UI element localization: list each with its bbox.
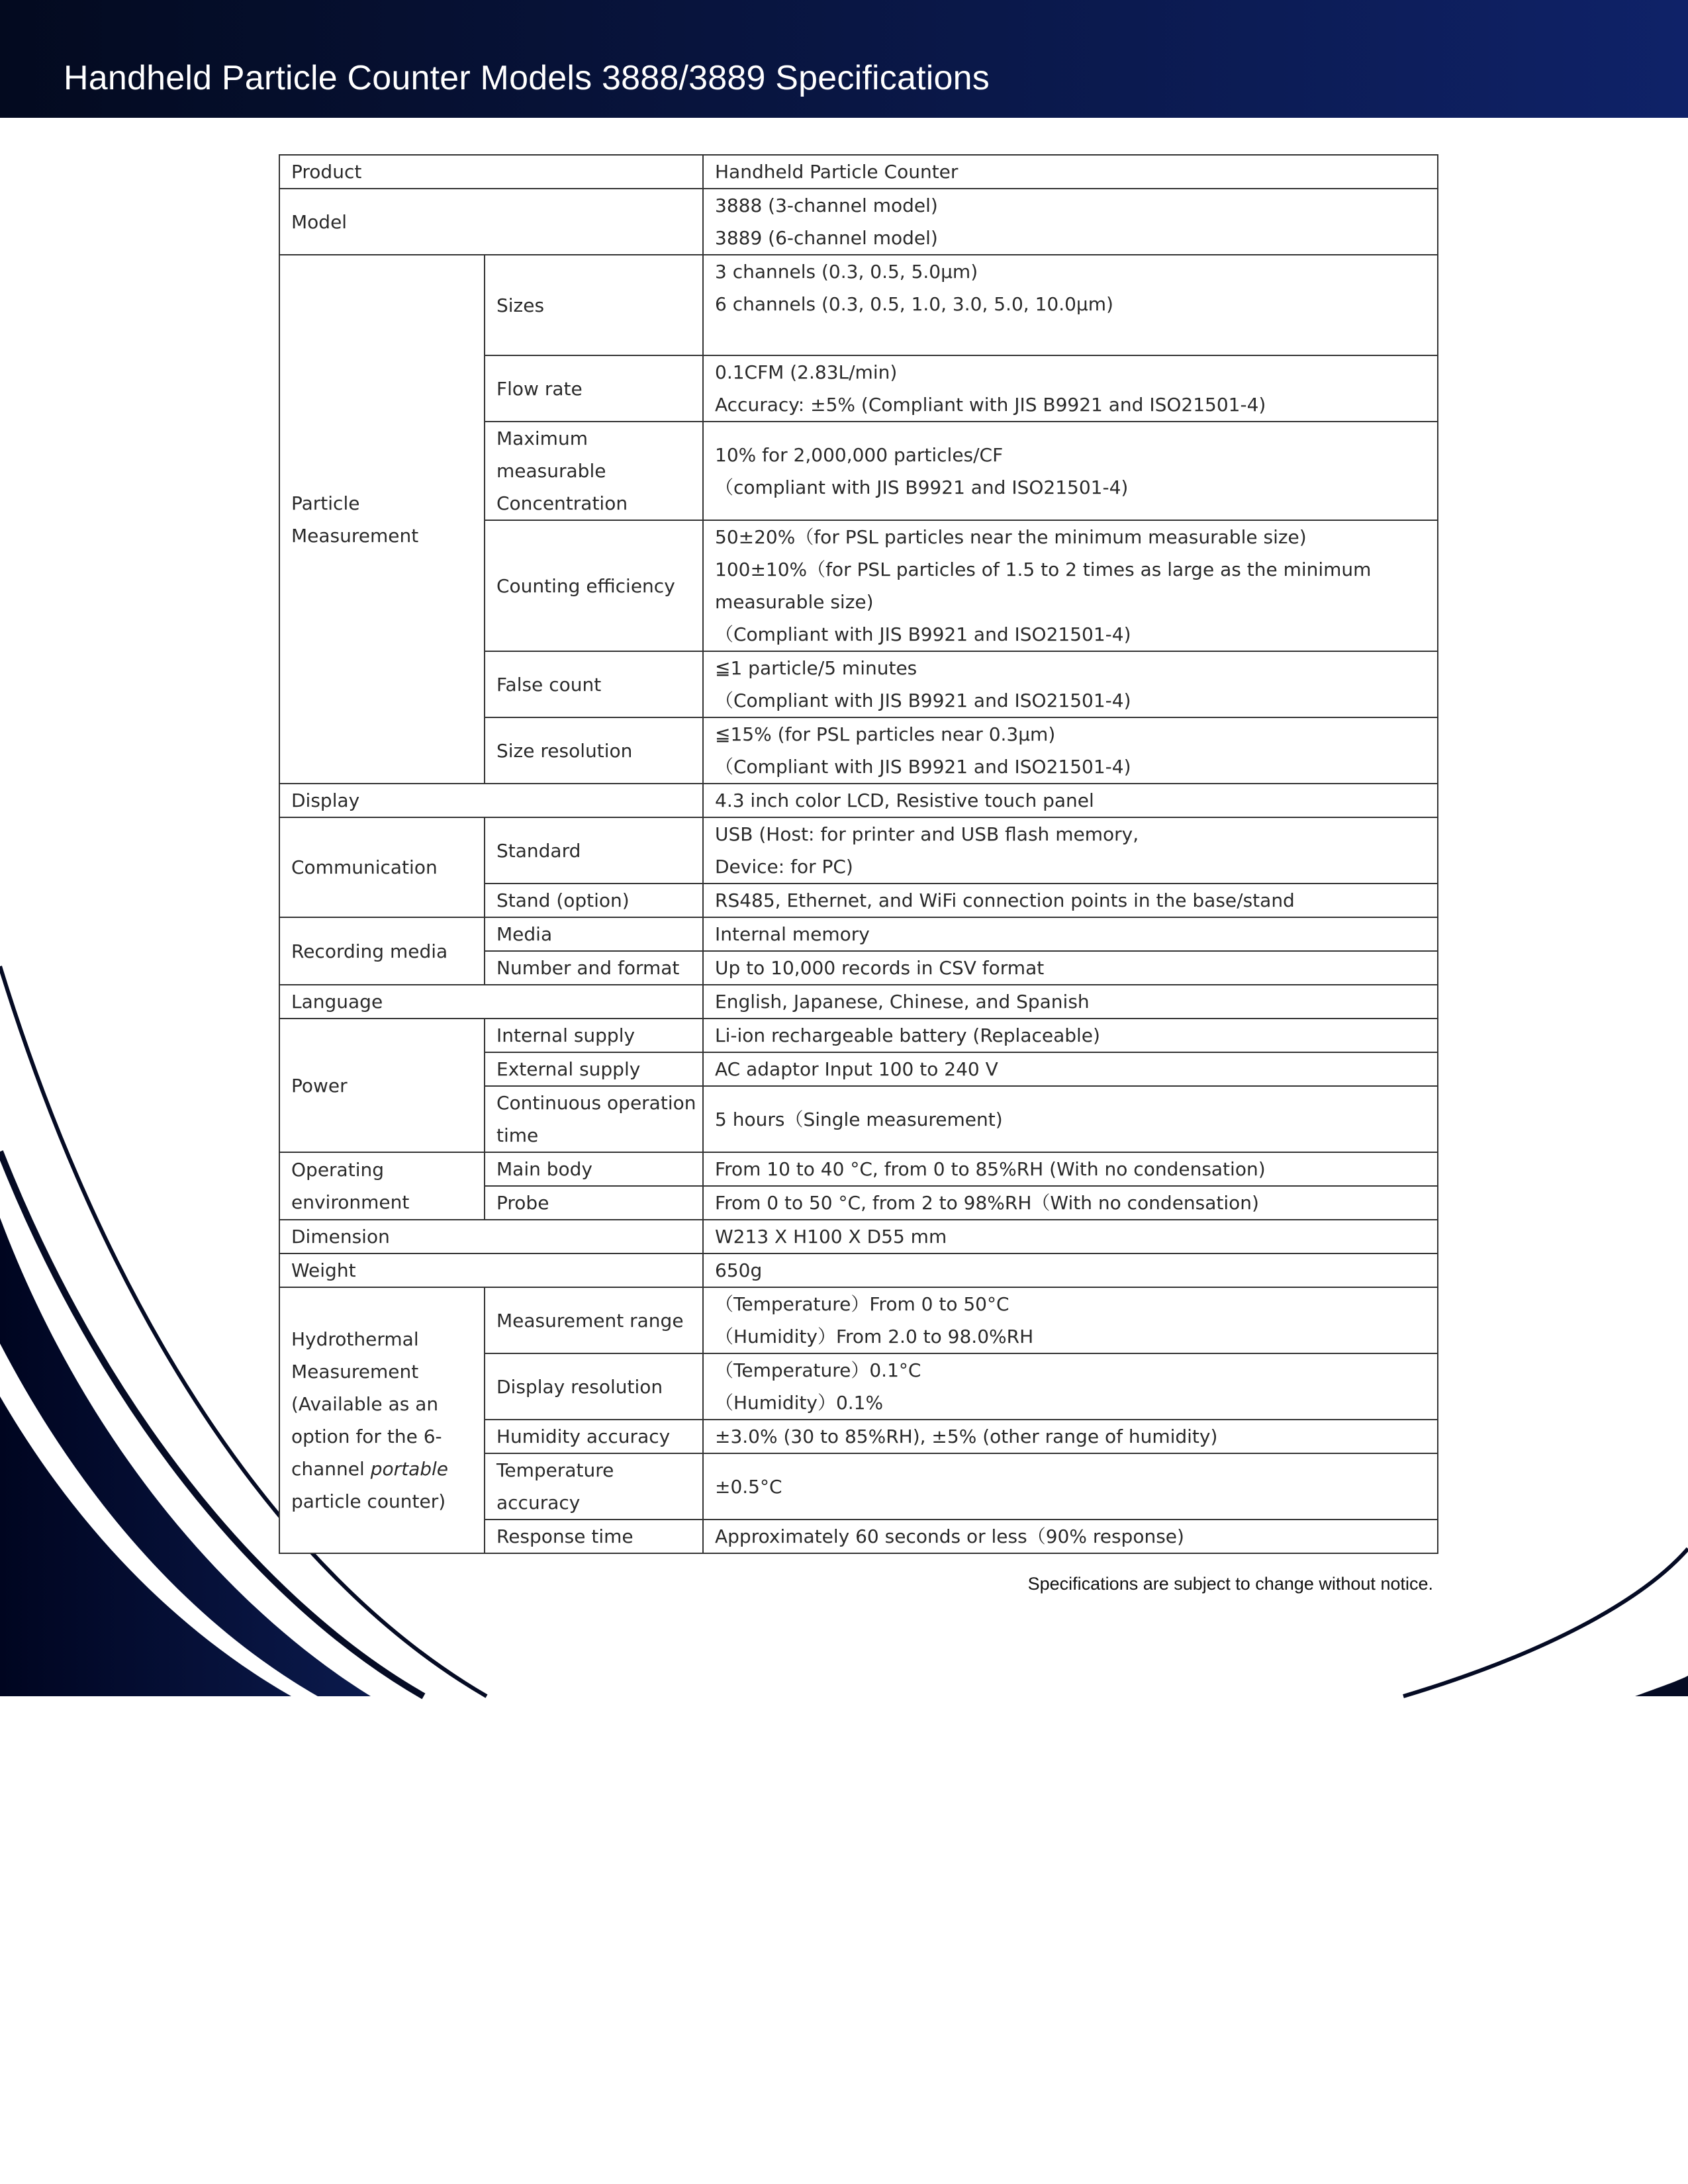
- label-line: accuracy: [496, 1492, 581, 1514]
- false-count-value: [703, 651, 1438, 717]
- weight-value: 650g: [703, 1253, 1438, 1287]
- label-line: particle counter): [291, 1490, 446, 1512]
- label-line: [291, 1453, 484, 1485]
- value-line: 10% for 2,000,000 particles/CF: [715, 443, 1004, 466]
- max-concentration-value: [703, 422, 1438, 520]
- main-body-label: Main body: [485, 1152, 703, 1186]
- label-line: Operating: [291, 1159, 384, 1181]
- hydrothermal-measurement-label: [279, 1287, 485, 1553]
- standard-label: Standard: [485, 817, 703, 884]
- stand-label: Stand (option): [485, 884, 703, 917]
- measurement-range-value: [703, 1287, 1438, 1353]
- counting-efficiency-value: [703, 520, 1438, 651]
- temperature-accuracy-value: ±0.5°C: [703, 1453, 1438, 1520]
- model-line: 3888 (3-channel model): [715, 195, 938, 216]
- display-value: 4.3 inch color LCD, Resistive touch panel: [703, 784, 1438, 817]
- value-line: USB (Host: for printer and USB flash memory,: [715, 823, 1139, 845]
- product-label: Product: [279, 155, 703, 189]
- humidity-accuracy-label: Humidity accuracy: [485, 1420, 703, 1453]
- table-row: [279, 189, 1438, 255]
- humidity-accuracy-value: ±3.0% (30 to 85%RH), ±5% (other range of humidity): [703, 1420, 1438, 1453]
- standard-value: [703, 817, 1438, 884]
- label-text: channel: [291, 1458, 371, 1480]
- swoosh-line-right: [1403, 1549, 1688, 1696]
- communication-label: Communication: [279, 817, 485, 917]
- table-row: [279, 817, 1438, 884]
- value-line: （Compliant with JIS B9921 and ISO21501-4): [715, 690, 1131, 711]
- probe-label: Probe: [485, 1186, 703, 1220]
- display-label: Display: [279, 784, 703, 817]
- response-time-label: Response time: [485, 1520, 703, 1553]
- continuous-operation-value: 5 hours（Single measurement): [703, 1086, 1438, 1152]
- value-line: （Compliant with JIS B9921 and ISO21501-4): [715, 756, 1131, 778]
- specifications-table: [279, 154, 1438, 1554]
- counting-efficiency-label: Counting efficiency: [485, 520, 703, 651]
- label-line: Measurement: [291, 1361, 419, 1383]
- value-line: （Humidity）From 2.0 to 98.0%RH: [715, 1326, 1034, 1347]
- recording-media-label: Recording media: [279, 917, 485, 985]
- value-line: （compliant with JIS B9921 and ISO21501-4): [715, 476, 1129, 498]
- label-line: Temperature: [496, 1459, 614, 1481]
- sizes-label: Sizes: [485, 255, 703, 355]
- response-time-value: Approximately 60 seconds or less（90% response): [703, 1520, 1438, 1553]
- model-line: 3889 (6-channel model): [715, 227, 938, 249]
- table-row: [279, 1019, 1438, 1052]
- label-line: environment: [291, 1191, 410, 1213]
- main-body-value: From 10 to 40 °C, from 0 to 85%RH (With no condensation): [703, 1152, 1438, 1186]
- table-row: [279, 985, 1438, 1019]
- label-line: option for the 6-: [291, 1426, 442, 1447]
- table-row: [279, 917, 1438, 951]
- value-line: ≦15% (for PSL particles near 0.3µm): [715, 723, 1056, 745]
- table-row: [279, 255, 1438, 355]
- media-value: Internal memory: [703, 917, 1438, 951]
- internal-supply-label: Internal supply: [485, 1019, 703, 1052]
- language-value: English, Japanese, Chinese, and Spanish: [703, 985, 1438, 1019]
- value-line: 50±20%（for PSL particles near the minimum measurable size): [715, 526, 1307, 548]
- flow-rate-label: Flow rate: [485, 355, 703, 422]
- table-row: [279, 155, 1438, 189]
- power-label: Power: [279, 1019, 485, 1152]
- label-italic-text: portable: [370, 1458, 449, 1480]
- external-supply-value: AC adaptor Input 100 to 240 V: [703, 1052, 1438, 1086]
- label-line: time: [496, 1124, 539, 1146]
- product-value: Handheld Particle Counter: [703, 155, 1438, 189]
- language-label: Language: [279, 985, 703, 1019]
- operating-environment-label: [279, 1152, 485, 1220]
- label-line: Hydrothermal: [291, 1328, 419, 1350]
- table-row: [279, 1287, 1438, 1353]
- display-resolution-label: Display resolution: [485, 1353, 703, 1420]
- size-resolution-value: [703, 717, 1438, 784]
- display-resolution-value: [703, 1353, 1438, 1420]
- dimension-value: W213 X H100 X D55 mm: [703, 1220, 1438, 1253]
- label-line: Measurement: [291, 524, 419, 547]
- media-label: Media: [485, 917, 703, 951]
- size-resolution-label: Size resolution: [485, 717, 703, 784]
- value-line: （Temperature）0.1°C: [715, 1359, 921, 1381]
- max-concentration-label: [485, 422, 703, 520]
- value-line: （Temperature）From 0 to 50°C: [715, 1293, 1009, 1315]
- value-line: measurable size): [715, 591, 874, 613]
- particle-measurement-label: [279, 255, 485, 784]
- model-label: Model: [279, 189, 703, 255]
- model-value: [703, 189, 1438, 255]
- label-line: measurable: [496, 460, 606, 482]
- label-line: Maximum: [496, 428, 588, 449]
- number-format-label: Number and format: [485, 951, 703, 985]
- external-supply-label: External supply: [485, 1052, 703, 1086]
- probe-value: From 0 to 50 °C, from 2 to 98%RH（With no condensation): [703, 1186, 1438, 1220]
- stand-value: RS485, Ethernet, and WiFi connection points in the base/stand: [703, 884, 1438, 917]
- page-title: Handheld Particle Counter Models 3888/3889 Specifications: [64, 59, 990, 97]
- value-line: ≦1 particle/5 minutes: [715, 657, 917, 679]
- specifications-footnote: Specifications are subject to change without notice.: [1027, 1574, 1433, 1594]
- weight-label: Weight: [279, 1253, 703, 1287]
- internal-supply-value: Li-ion rechargeable battery (Replaceable): [703, 1019, 1438, 1052]
- continuous-operation-label: [485, 1086, 703, 1152]
- value-line: 6 channels (0.3, 0.5, 1.0, 3.0, 5.0, 10.0µm): [715, 293, 1113, 315]
- dimension-label: Dimension: [279, 1220, 703, 1253]
- swoosh-fill-right: [1635, 1676, 1688, 1696]
- measurement-range-label: Measurement range: [485, 1287, 703, 1353]
- table-row: [279, 1220, 1438, 1253]
- value-line: 3 channels (0.3, 0.5, 5.0µm): [715, 261, 978, 283]
- value-line: Device: for PC): [715, 856, 853, 878]
- value-line: 100±10%（for PSL particles of 1.5 to 2 times as large as the minimum: [715, 559, 1372, 580]
- temperature-accuracy-label: [485, 1453, 703, 1520]
- false-count-label: False count: [485, 651, 703, 717]
- value-line: Accuracy: ±5% (Compliant with JIS B9921 and ISO21501-4): [715, 394, 1266, 416]
- label-line: (Available as an: [291, 1393, 439, 1415]
- table-row: [279, 1253, 1438, 1287]
- number-format-value: Up to 10,000 records in CSV format: [703, 951, 1438, 985]
- value-line: 0.1CFM (2.83L/min): [715, 361, 898, 383]
- table-row: [279, 784, 1438, 817]
- flow-rate-value: [703, 355, 1438, 422]
- value-line: （Compliant with JIS B9921 and ISO21501-4): [715, 623, 1131, 645]
- label-line: Particle: [291, 492, 360, 514]
- label-line: Concentration: [496, 492, 628, 514]
- table-row: [279, 1152, 1438, 1186]
- label-line: Continuous operation: [496, 1092, 696, 1114]
- sizes-value: [703, 255, 1438, 355]
- value-line: （Humidity）0.1%: [715, 1392, 884, 1414]
